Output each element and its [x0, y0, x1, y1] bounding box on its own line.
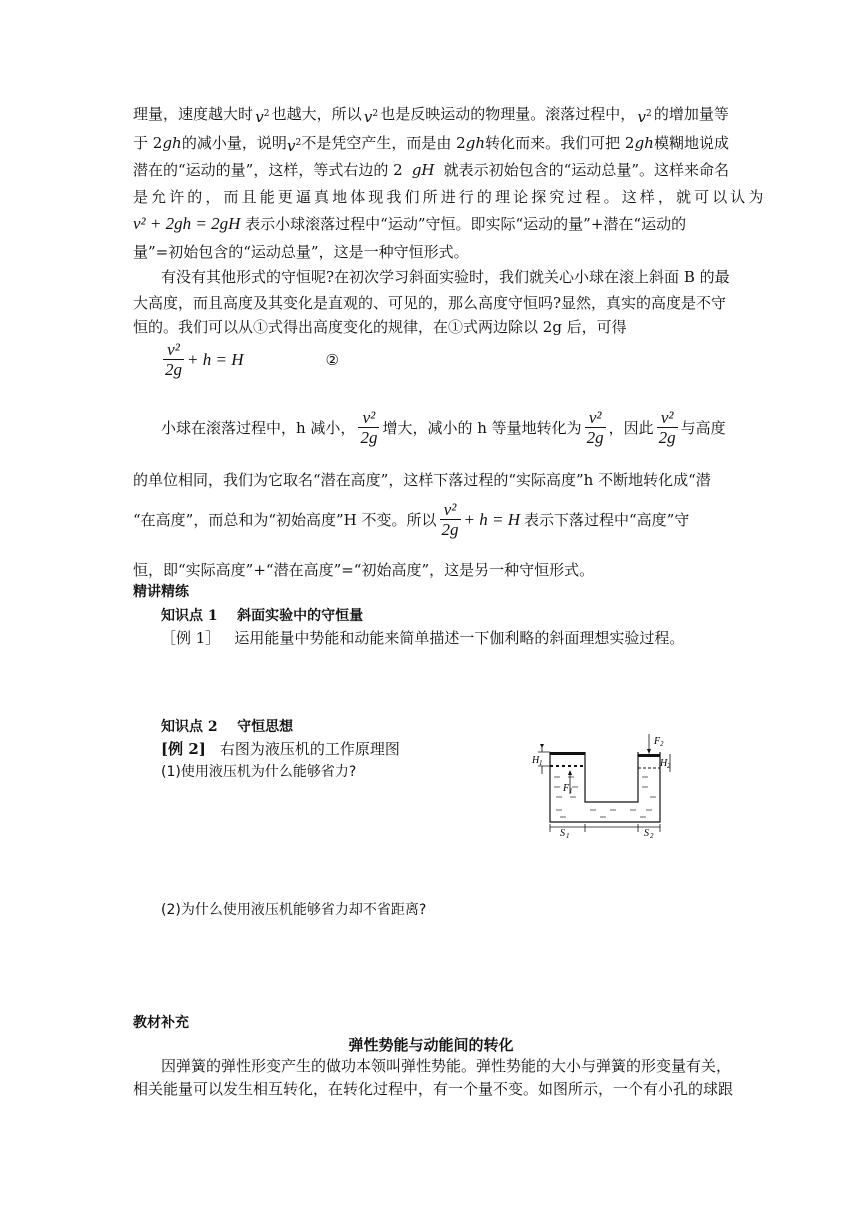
supplement-line-2: 相关能量可以发生相互转化，在转化过程中，有一个量不变。如图所示，一个有小孔的球跟 — [133, 1080, 734, 1098]
label-F2: F — [654, 736, 661, 747]
p3-line-2: 的单位相同，我们为它取名“潜在高度”，这样下落过程的“实际高度”h 不断地转化成“潜 — [133, 471, 711, 489]
svg-text:2: 2 — [660, 740, 664, 748]
question-2: (2)为什么使用液压机能够省力却不省距离? — [161, 902, 427, 918]
p1-line-6: 量”=初始包含的“运动总量”，这是一种守恒形式。 — [133, 243, 469, 261]
svg-text:1: 1 — [569, 787, 573, 795]
label-H1: H — [532, 755, 540, 766]
p1-line-1: 理量，速度越大时 $v^2$ 也越大，所以 $v^2$ 也是反映运动的物理量。滚落过程中， $v^2$ 的增加量等 — [133, 105, 729, 126]
svg-text:2: 2 — [650, 832, 654, 840]
p1-line-2: 于 2 gh 的减小量，说明 $v^2$ 不是凭空产生，而是由 2 gh 转化而来。我们可把 2 gh 模糊地说成 — [133, 134, 729, 155]
small-piston — [638, 754, 660, 757]
label-S2: S — [644, 828, 649, 839]
supplement-line-1: 因弹簧的弹性形变产生的做功本领叫弹性势能。弹性势能的大小与弹簧的形变量有关， — [161, 1057, 732, 1075]
example-2: [例 2] 右图为液压机的工作原理图 — [161, 740, 400, 758]
equation-2: $\frac{\text{v²}}{2g}$ + h = H ② — [165, 340, 339, 379]
knowledge-point-2: 知识点 2 守恒思想 — [161, 719, 294, 735]
knowledge-point-1: 知识点 1 斜面实验中的守恒量 — [161, 608, 364, 624]
section-heading-2: 教材补充 — [133, 1015, 189, 1031]
p1-line-5: v² + 2gh = 2gH 表示小球滚落过程中“运动”守恒。即实际“运动的量”+潜在“运动的 — [133, 214, 687, 233]
p2-line-1: 有没有其他形式的守恒呢?在初次学习斜面实验时，我们就关心小球在滚上斜面 B 的最 — [161, 268, 730, 286]
svg-text:1: 1 — [566, 832, 570, 840]
question-1: (1)使用液压机为什么能够省力? — [161, 764, 357, 780]
label-F1: F — [563, 783, 570, 794]
equation-1: v² + 2gh = 2gH — [133, 214, 241, 233]
svg-text:2: 2 — [667, 762, 671, 770]
p1-line-3: 潜在的“运动的量”，这样，等式右边的 2 gH 就表示初始包含的“运动总量”。这样来命名 — [133, 161, 729, 179]
supplement-title: 弹性势能与动能间的转化 — [348, 1036, 514, 1054]
example-1: ［例 1］ 运用能量中势能和动能来简单描述一下伽利略的斜面理想实验过程。 — [161, 629, 685, 647]
p2-line-2: 大高度，而且高度及其变化是直观的、可见的，那么高度守恒吗?显然，真实的高度是不守 — [133, 294, 727, 312]
p3-line-3: “在高度”，而总和为“初始高度”H 不变。所以 $\frac{\text{v²}}{2g}$ + h = H 表示下落过程中“高度”守 — [133, 500, 690, 539]
label-S1: S — [560, 828, 565, 839]
p3-line-1: 小球在滚落过程中，h 减小， $\frac{\text{v²}}{2g}$ 增大，减小的 h 等量地转化为 $\frac{\text{v²}}{2g}$ ，因此 $\frac{\text{v²}}{2g}$ 与高度 — [161, 408, 726, 447]
p2-line-3: 恒的。我们可以从①式得出高度变化的规律，在①式两边除以 2g 后，可得 — [133, 318, 627, 336]
equation-tag: ② — [325, 350, 339, 369]
svg-text:1: 1 — [539, 759, 543, 767]
hydraulic-press-figure — [530, 732, 680, 840]
large-piston — [550, 752, 585, 755]
section-heading-1: 精讲精练 — [133, 584, 189, 600]
p3-line-4: 恒，即“实际高度”+“潜在高度”=“初始高度”，这是另一种守恒形式。 — [133, 561, 595, 579]
label-H2: H — [660, 758, 668, 769]
p1-line-4: 是允许的，而且能更逼真地体现我们所进行的理论探究过程。这样，就可以认为 — [133, 188, 767, 206]
